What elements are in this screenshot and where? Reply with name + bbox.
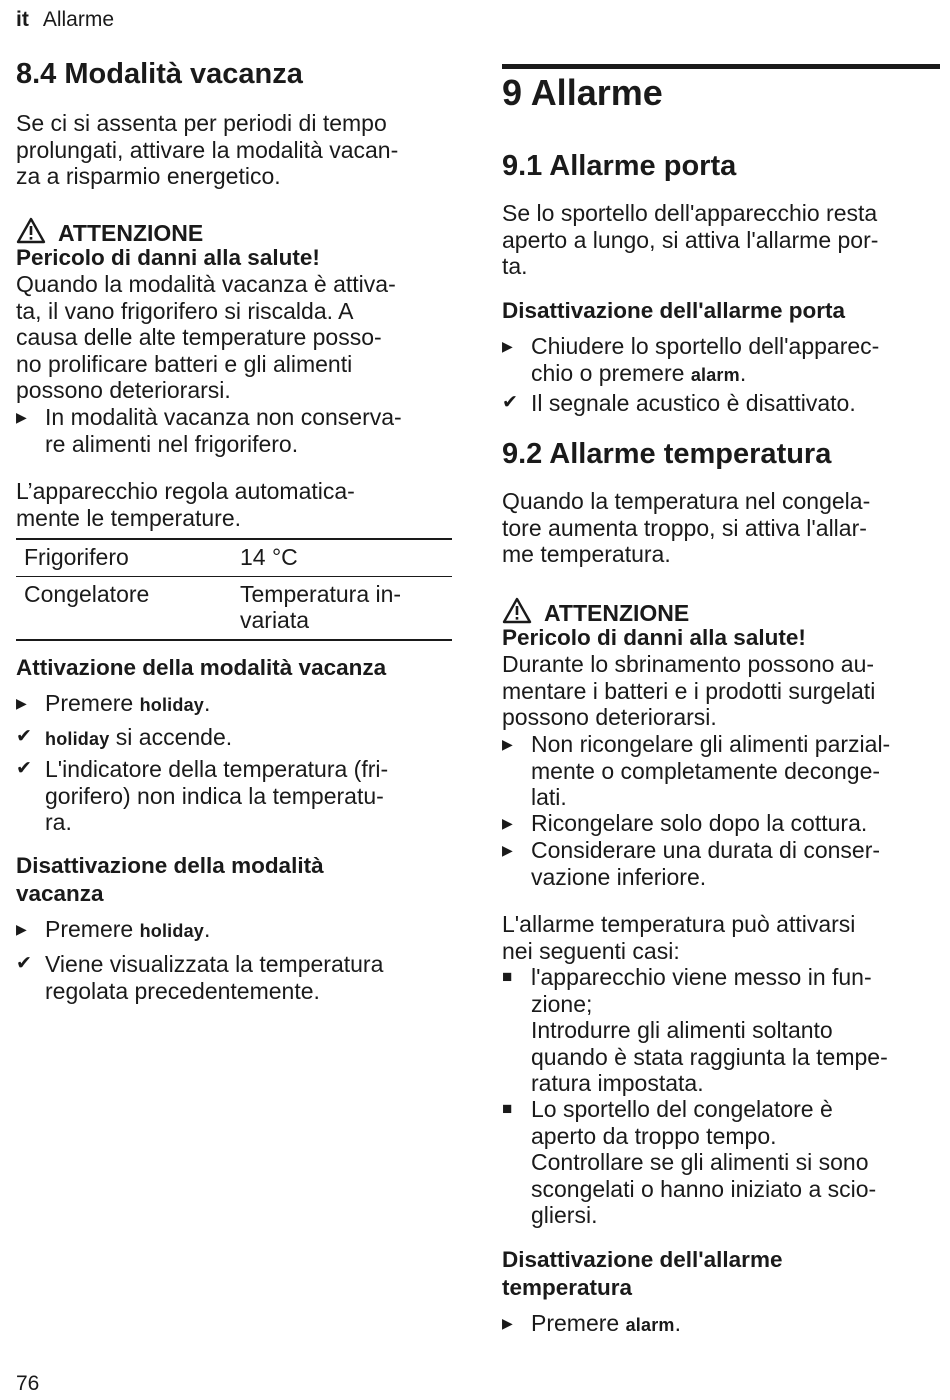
bullet-triangle-icon: ▶ [502, 736, 513, 752]
door-deactivate-heading: Disattivazione dell'allarme porta [502, 298, 845, 323]
holiday-key-label: holiday [45, 729, 110, 749]
table-row [16, 539, 452, 577]
temperature-alarm-text: Quando la temperatura nel congela- tore aumenta troppo, si attiva l'allar- me temperatura. [502, 488, 871, 567]
table-cell-value: 14 °C [240, 544, 298, 570]
check-icon: ✔ [16, 726, 32, 747]
deactivate-heading: Disattivazione della modalità vacanza [16, 853, 324, 906]
warning-subtitle: Pericolo di danni alla salute! [16, 245, 320, 270]
table-cell-value: Temperatura in- variata [240, 581, 402, 633]
table-cell-name: Frigorifero [24, 544, 129, 570]
list-item: ■ Lo sportello del congelatore è aperto da troppo tempo. Controllare se gli alimenti si sono scongelati o hanno iniziato a scio- gliersi. [502, 1096, 877, 1228]
deactivate-result: ✔ Viene visualizzata la temperatura regolata precedentemente. [16, 951, 384, 1004]
warning-subtitle: Pericolo di danni alla salute! [502, 625, 806, 650]
deactivate-step: ▶ Premere holiday. [16, 916, 210, 945]
activate-step: ▶ Premere holiday. [16, 690, 210, 719]
door-step: ▶ Chiudere lo sportello dell'apparec- chio o premere alarm. [502, 333, 879, 388]
section-title-door-alarm: 9.1 Allarme porta [502, 150, 737, 182]
chapter-rule [502, 64, 940, 69]
warning-triangle-icon [502, 597, 532, 624]
list-item: ■ l'apparecchio viene messo in fun- zione; Introdurre gli alimenti soltanto quando è stata raggiunta la tempe- ratura impostata. [502, 964, 888, 1096]
language-code: it [16, 8, 29, 31]
table-row [16, 577, 452, 641]
door-result: ✔ Il segnale acustico è disattivato. [502, 390, 856, 416]
holiday-intro: Se ci si assenta per periodi di tempo prolungati, attivare la modalità vacan- za a risparmio energetico. [16, 110, 399, 189]
section-title-temperature-alarm: 9.2 Allarme temperatura [502, 438, 832, 470]
bullet-triangle-icon: ▶ [16, 921, 27, 937]
check-icon: ✔ [16, 953, 32, 974]
bullet-triangle-icon: ▶ [502, 338, 513, 354]
page-header [16, 8, 114, 32]
temperature-deactivate-heading: Disattivazione dell'allarme temperatura [502, 1247, 783, 1300]
section-name: Allarme [42, 8, 115, 31]
square-bullet-icon: ■ [502, 967, 513, 986]
warning-text: Quando la modalità vacanza è attiva- ta, il vano frigorifero si riscalda. A causa delle alte temperature posso- no prolificare batteri e gli alimenti possono deteriorarsi. [16, 271, 396, 403]
activate-heading: Attivazione della modalità vacanza [16, 655, 387, 680]
warning-label: ATTENZIONE [58, 220, 204, 246]
cases-intro: L'allarme temperatura può attivarsi nei seguenti casi: [502, 911, 856, 964]
holiday-key-label: holiday [139, 921, 205, 941]
bullet-triangle-icon: ▶ [502, 842, 513, 858]
bullet-triangle-icon: ▶ [502, 815, 513, 831]
warning-step: ▶ In modalità vacanza non conserva- re alimenti nel frigorifero. [16, 404, 402, 457]
warning-step: ▶ Considerare una durata di conser- vazione inferiore. [502, 837, 881, 890]
check-icon: ✔ [16, 758, 32, 779]
square-bullet-icon: ■ [502, 1099, 513, 1118]
auto-temperature-text: L’apparecchio regola automatica- mente le temperature. [16, 478, 355, 531]
bullet-triangle-icon: ▶ [502, 1315, 513, 1331]
alarm-key-label: alarm [690, 364, 740, 385]
activate-result-2: ✔ L'indicatore della temperatura (fri- gorifero) non indica la temperatu- ra. [16, 756, 389, 835]
activate-result-1: ✔ holiday si accende. [16, 724, 232, 753]
holiday-key-label: holiday [139, 695, 205, 715]
bullet-triangle-icon: ▶ [16, 695, 27, 711]
temperature-deactivate-step: ▶ Premere alarm. [502, 1310, 681, 1339]
warning-label: ATTENZIONE [544, 600, 690, 626]
check-icon: ✔ [502, 392, 518, 413]
table-cell-name: Congelatore [24, 581, 150, 607]
alarm-key-label: alarm [625, 1315, 675, 1335]
warning-heading [16, 214, 203, 247]
section-title-holiday-mode: 8.4 Modalità vacanza [16, 58, 303, 90]
warning-step: ▶ Ricongelare solo dopo la cottura. [502, 810, 868, 836]
warning-triangle-icon [16, 217, 46, 244]
door-alarm-text: Se lo sportello dell'apparecchio resta aperto a lungo, si attiva l'allarme por- ta. [502, 200, 879, 279]
chapter-title: 9 Allarme [502, 72, 663, 113]
page-number: 76 [16, 1372, 40, 1395]
bullet-triangle-icon: ▶ [16, 409, 27, 425]
warning-heading [502, 594, 689, 627]
warning-text: Durante lo sbrinamento possono au- mentare i batteri e i prodotti surgelati possono deteriorarsi. [502, 651, 876, 730]
warning-step: ▶ Non ricongelare gli alimenti parzial- mente o completamente deconge- lati. [502, 731, 891, 810]
temperature-table [16, 538, 452, 641]
